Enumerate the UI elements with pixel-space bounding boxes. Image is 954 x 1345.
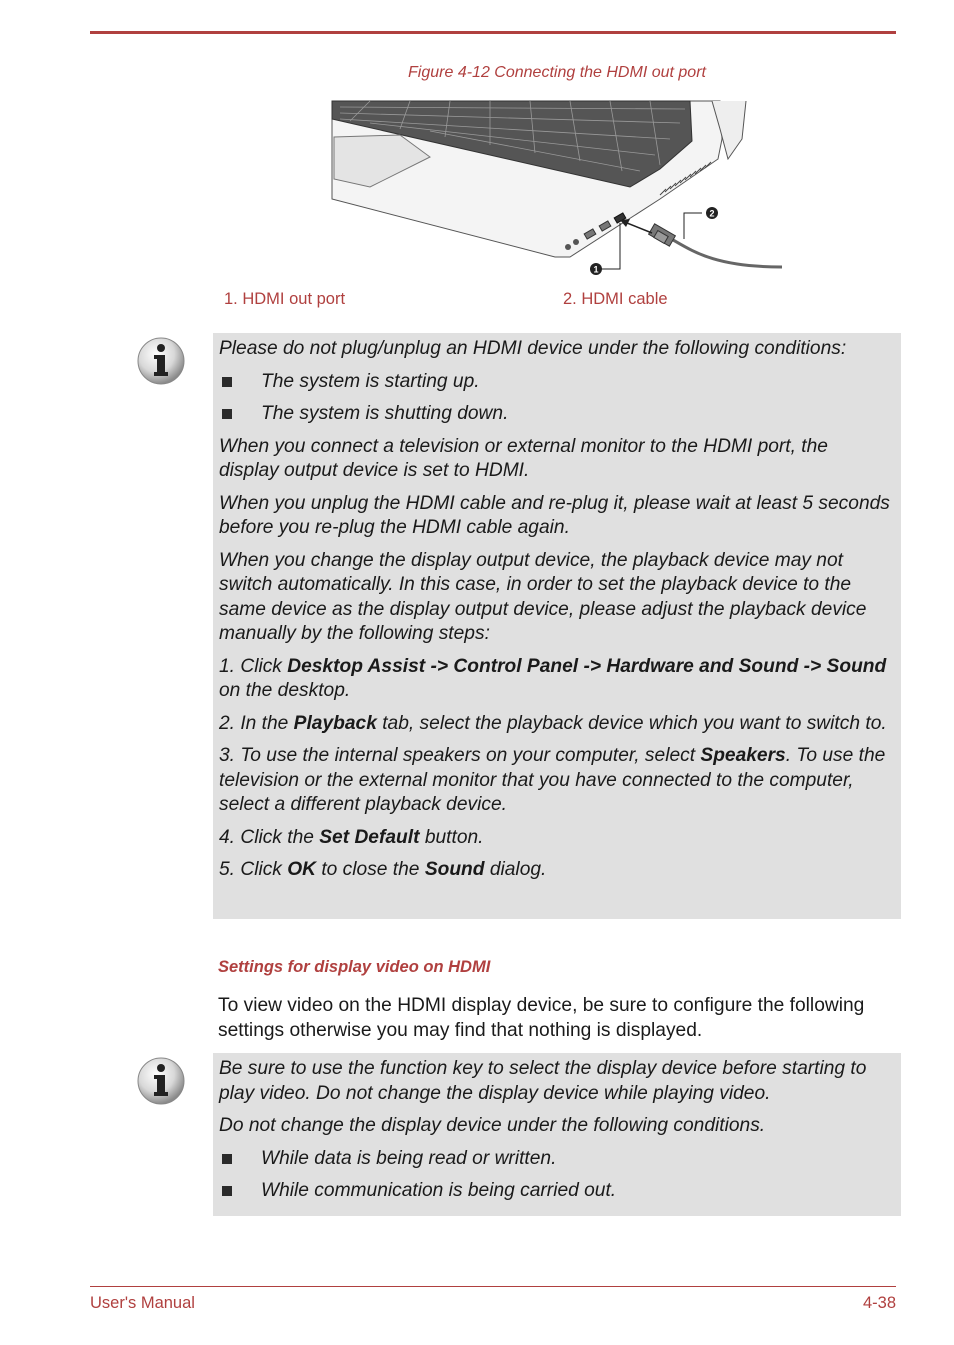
list-item: While data is being read or written. [219,1147,893,1172]
step-2: 2. In the Playback tab, select the playback device which you want to switch to. [219,712,887,734]
legend-hdmi-cable: 2. HDMI cable [563,290,668,308]
footer-rule [90,1286,896,1287]
note-display-device [213,1053,901,1216]
note-intro: Please do not plug/unplug an HDMI device under the following conditions: [219,338,847,359]
laptop-hdmi-illustration [330,99,786,279]
page-number: 4-38 [862,1294,896,1312]
step-1: 1. Click Desktop Assist -> Control Panel -> Hardware and Sound -> Sound on the desktop. [219,655,887,701]
note-paragraph: When you change the display output device, the playback device may not switch automatically. In this case, in order to set the playback device to the same device as the display output device, please adjust the playback device manually by the following steps: [219,549,867,644]
bullet-square-icon [222,377,232,387]
bullet-square-icon [222,409,232,419]
list-item: While communication is being carried out. [219,1179,893,1204]
note-hdmi-plugging [213,333,901,919]
info-icon [136,1056,186,1106]
note-paragraph: When you connect a television or external monitor to the HDMI port, the display output device is set to HDMI. [219,435,828,481]
list-item: The system is starting up. [219,370,893,395]
section-heading: Settings for display video on HDMI [218,958,491,976]
step-5: 5. Click OK to close the Sound dialog. [219,859,547,880]
header-rule [90,31,896,34]
step-4: 4. Click the Set Default button. [219,826,484,848]
callout-2-label: 2 [709,208,715,219]
figure-caption: Figure 4-12 Connecting the HDMI out port [408,64,706,81]
legend-hdmi-out-port: 1. HDMI out port [224,290,346,308]
list-item: The system is shutting down. [219,402,893,427]
step-3: 3. To use the internal speakers on your computer, select Speakers. To use the television or the external monitor that you have connected to the computer, select a different playback device. [219,745,886,815]
bullet-square-icon [222,1154,232,1164]
note-paragraph: Do not change the display device under the following conditions. [219,1115,766,1136]
note-paragraph: Be sure to use the function key to select the display device before starting to play video. Do not change the display device while playing video. [219,1058,867,1104]
bullet-square-icon [222,1186,232,1196]
info-icon [136,336,186,386]
note-paragraph: When you unplug the HDMI cable and re-plug it, please wait at least 5 seconds before you re-plug the HDMI cable again. [219,492,890,538]
footer-title: User's Manual [90,1294,195,1312]
callout-1-label: 1 [593,264,599,275]
section-body: To view video on the HDMI display device, be sure to configure the following settings otherwise you may find that nothing is displayed. [218,995,865,1041]
